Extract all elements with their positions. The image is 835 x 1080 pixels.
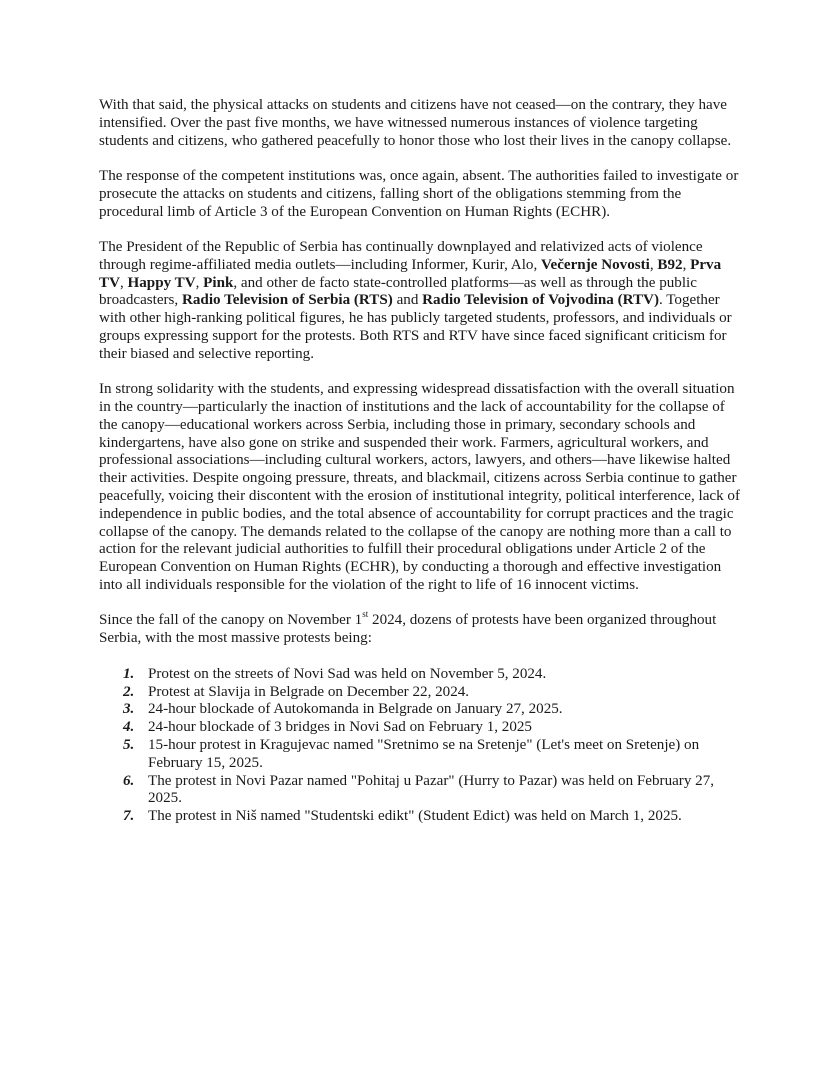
list-item — [99, 737, 744, 773]
list-number: 3. — [123, 701, 135, 718]
paragraph-institutions-response: The response of the competent institutions was, once again, absent. The authorities failed to investigate or prosecute the attacks on students and citizens, falling short of the obligations stemming from the procedural limb of Article 3 of the European Convention on Human Rights (ECHR). — [99, 167, 739, 220]
bold-media-name: Radio Television of Serbia (RTS) — [181, 292, 393, 309]
text-run: The President of the Republic of Serbia has continually downplayed and relativized acts of violence through regime-affiliated media outlets—including Informer, Kurir, Alo, — [99, 238, 703, 273]
list-item-text: The protest in Niš named "Studentski edikt" (Student Edict) was held on March 1, 2025. — [148, 808, 682, 825]
text-run: , — [649, 256, 658, 273]
text-run: . Together with other high-ranking political figures, he has publicly targeted students, professors, and individuals or groups expressing support for the protests. Both RTS and RTV have since faced significant criticism for their biased and selective reporting. — [99, 292, 732, 362]
bold-media-name: B92 — [657, 256, 683, 273]
list-item-text: 15-hour protest in Kragujevac named "Sretnimo se na Sretenje" (Let's meet on Sretenje) on February 15, 2025. — [148, 737, 700, 771]
text-run: 2024, dozens of protests have been organized throughout Serbia, with the most massive protests being: — [99, 612, 717, 647]
list-item-text: Protest at Slavija in Belgrade on December 22, 2024. — [148, 683, 470, 700]
paragraph-attacks: With that said, the physical attacks on students and citizens have not ceased—on the contrary, they have intensified. Over the past five months, we have witnessed numerous instances of violence targeting students and citizens, who gathered peacefully to honor those who lost their lives in the canopy collapse. — [99, 97, 732, 149]
list-number: 6. — [123, 772, 135, 789]
text-run: , — [119, 274, 128, 291]
list-item — [99, 684, 744, 702]
bold-media-name: Prva TV — [99, 256, 722, 291]
list-item-text: 24-hour blockade of Autokomanda in Belgrade on January 27, 2025. — [148, 701, 563, 718]
bold-media-name: Radio Television of Vojvodina (RTV) — [422, 292, 659, 309]
protest-list — [99, 666, 744, 826]
list-item — [99, 701, 744, 719]
text-run: , — [682, 256, 691, 273]
list-item-text: Protest on the streets of Novi Sad was held on November 5, 2024. — [148, 665, 547, 682]
list-item — [99, 773, 744, 809]
paragraph-solidarity-strikes: In strong solidarity with the students, and expressing widespread dissatisfaction with the overall situation in the country—particularly the inaction of institutions and the lack of accountability for the collapse of the canopy—educational workers across Serbia, including those in primary, secondary schools and kindergartens, have also gone on strike and suspended their work. Farmers, agricultural workers, and professional associations—including cultural workers, actors, lawyers, and others—have likewise halted their activities. Despite ongoing pressure, threats, and blackmail, citizens across Serbia continue to gather peacefully, voicing their discontent with the erosion of institutional integrity, political interference, lack of independence in public bodies, and the total absence of accountability for corrupt practices and the tragic collapse of the canopy. The demands related to the collapse of the canopy are nothing more than a call to action for the relevant judicial authorities to fulfill their procedural obligations under Article 2 of the European Convention on Human Rights (ECHR), by conducting a thorough and effective investigation into all individuals responsible for the violation of the right to life of 16 innocent victims. — [99, 381, 741, 593]
bold-media-name: Happy TV — [127, 274, 196, 291]
text-run: , — [195, 274, 204, 291]
list-item — [99, 808, 744, 826]
bold-media-name: Večernje Novosti — [541, 256, 650, 273]
bold-media-name: Pink — [203, 274, 234, 291]
list-number: 7. — [123, 808, 135, 825]
list-item-text: 24-hour blockade of 3 bridges in Novi Sad on February 1, 2025 — [148, 719, 532, 736]
paragraph-media-outlets — [99, 239, 744, 364]
list-number: 4. — [123, 719, 135, 736]
paragraph-protests-intro — [99, 609, 744, 648]
list-number: 2. — [123, 683, 135, 700]
list-item — [99, 719, 744, 737]
list-item-text: The protest in Novi Pazar named "Pohitaj u Pazar" (Hurry to Pazar) was held on February 27, 2025. — [148, 772, 715, 807]
text-run: Since the fall of the canopy on November 1 — [99, 612, 363, 629]
ordinal-superscript: st — [362, 609, 369, 620]
document-page — [99, 97, 744, 826]
list-number: 1. — [123, 665, 135, 682]
list-number: 5. — [123, 737, 135, 754]
text-run: , and other de facto state-controlled platforms—as well as through the public broadcasters, — [99, 274, 697, 309]
text-run: and — [392, 292, 423, 309]
list-item — [99, 666, 744, 684]
